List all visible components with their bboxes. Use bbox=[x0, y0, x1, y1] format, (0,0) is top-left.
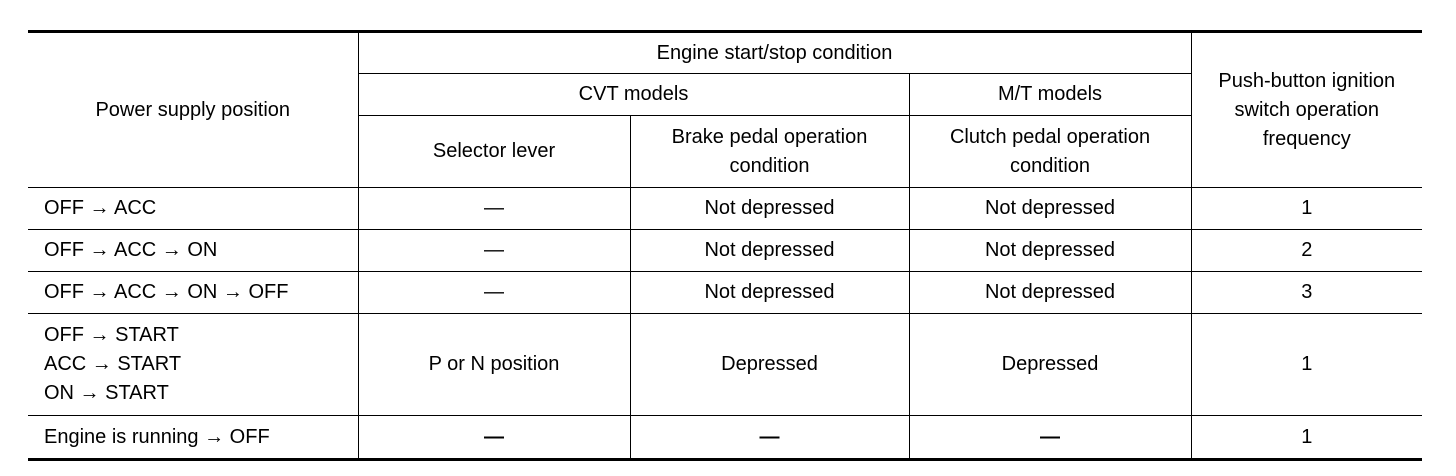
engine-start-condition-table bbox=[28, 30, 1422, 461]
cell-frequency: 1 bbox=[1191, 314, 1422, 416]
cell-selector: — bbox=[358, 188, 630, 230]
cell-selector: P or N position bbox=[358, 314, 630, 416]
cell-position bbox=[28, 314, 358, 416]
cell-brake: Not depressed bbox=[630, 188, 909, 230]
header-clutch-pedal: Clutch pedal operation condition bbox=[909, 116, 1191, 188]
cell-brake: Not depressed bbox=[630, 272, 909, 314]
cell-brake: — bbox=[630, 416, 909, 460]
position-line: ACC → START bbox=[44, 353, 182, 375]
cell-selector: — bbox=[358, 230, 630, 272]
position-line: OFF → ACC → ON bbox=[44, 239, 218, 261]
table-row bbox=[28, 416, 1422, 460]
header-power-supply-position: Power supply position bbox=[28, 32, 358, 188]
position-line: OFF → ACC → ON → OFF bbox=[44, 281, 289, 303]
cell-selector: — bbox=[358, 272, 630, 314]
position-line: OFF → START bbox=[44, 324, 179, 346]
header-push-button-frequency bbox=[1191, 32, 1422, 188]
cell-frequency: 1 bbox=[1191, 188, 1422, 230]
cell-clutch: Not depressed bbox=[909, 272, 1191, 314]
cell-frequency: 1 bbox=[1191, 416, 1422, 460]
cell-clutch: — bbox=[909, 416, 1191, 460]
cell-frequency: 3 bbox=[1191, 272, 1422, 314]
table-row bbox=[28, 188, 1422, 230]
header-selector-lever: Selector lever bbox=[358, 116, 630, 188]
header-engine-condition: Engine start/stop condition bbox=[358, 32, 1191, 74]
cell-position bbox=[28, 188, 358, 230]
cell-brake: Depressed bbox=[630, 314, 909, 416]
cell-frequency: 2 bbox=[1191, 230, 1422, 272]
table-row bbox=[28, 314, 1422, 416]
header-push-button-text: Push-button ignition switch operation frequency bbox=[1218, 69, 1396, 150]
cell-clutch: Not depressed bbox=[909, 230, 1191, 272]
position-line: ON → START bbox=[44, 382, 169, 404]
position-line: OFF → ACC bbox=[44, 197, 157, 219]
cell-selector: — bbox=[358, 416, 630, 460]
table-row bbox=[28, 272, 1422, 314]
cell-position bbox=[28, 230, 358, 272]
header-cvt-models: CVT models bbox=[358, 74, 909, 116]
header-mt-models: M/T models bbox=[909, 74, 1191, 116]
table-row bbox=[28, 230, 1422, 272]
cell-clutch: Depressed bbox=[909, 314, 1191, 416]
position-line: Engine is running → OFF bbox=[44, 425, 270, 448]
cell-brake: Not depressed bbox=[630, 230, 909, 272]
cell-position bbox=[28, 272, 358, 314]
cell-clutch: Not depressed bbox=[909, 188, 1191, 230]
cell-position bbox=[28, 416, 358, 460]
header-brake-pedal: Brake pedal operation condition bbox=[630, 116, 909, 188]
